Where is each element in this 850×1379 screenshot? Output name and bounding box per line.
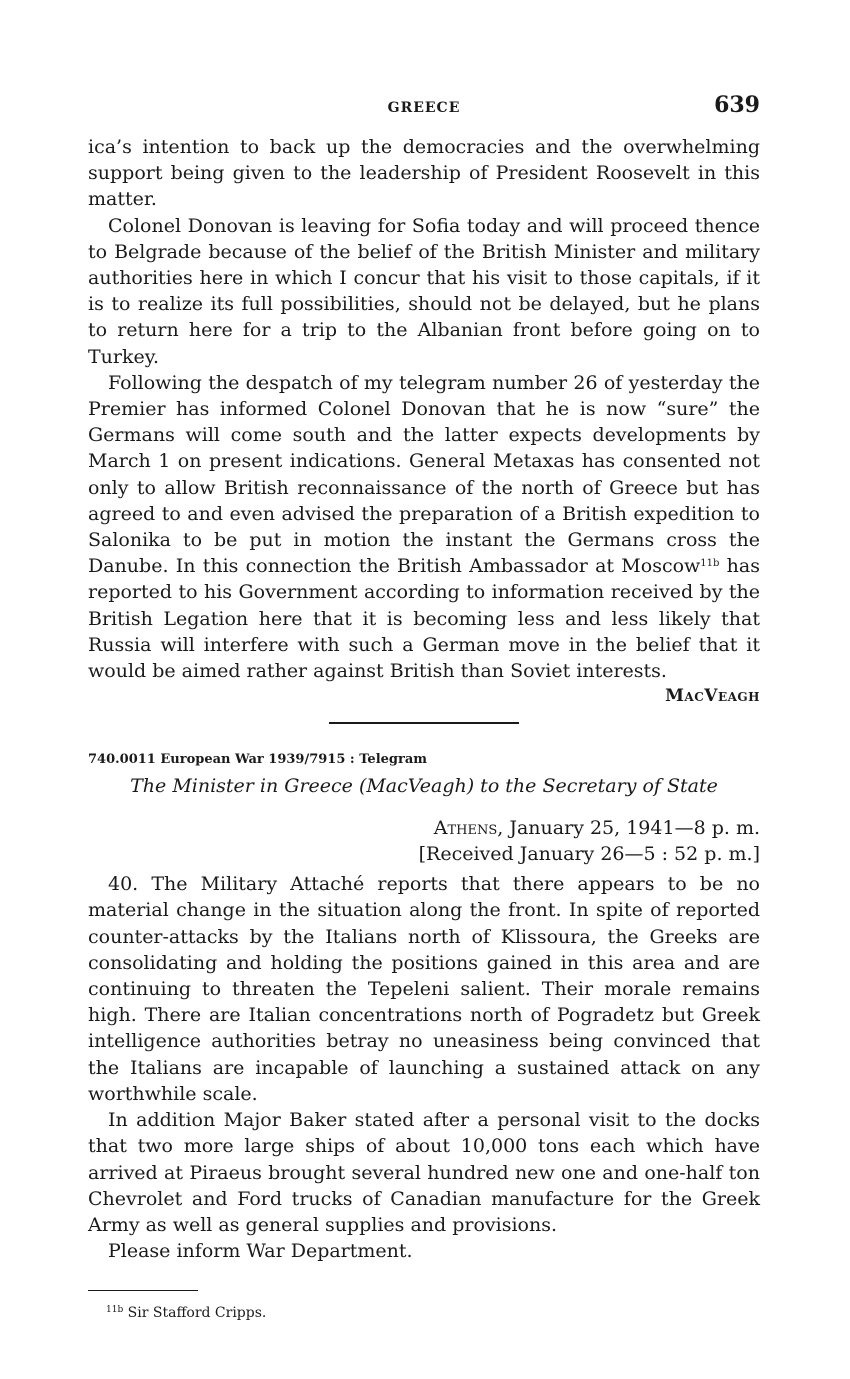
dateline-sent-time: , January 25, 1941—8 p. m. [497,817,760,840]
footnote-reference: 11b [700,558,720,570]
dateline-received: [Received January 26—5 : 52 p. m.] [418,843,760,866]
page-header [88,92,760,122]
document-title: The Minister in Greece (MacVeagh) to the Secretary of State [130,775,718,798]
paragraph: Please inform War Department. [108,1240,413,1263]
paragraph: ica’s intention to back up the democracies and the overwhelming support being given to the leadership of President Roosevelt in this matter. [88,136,760,211]
paragraph: In addition Major Baker stated after a personal visit to the docks that two more large ships of about 10,000 tons each which have arrived at Piraeus brought several hundred new one and one-half ton Chevrolet and Ford trucks of Canadian manufacture for the Greek Army as well as general supplies and provisions. [88,1109,760,1236]
footnote-text: Sir Stafford Cripps. [127,1305,267,1322]
paragraph-text: has reported to his Government according to information received by the British Legation here that it is becoming less and less likely that Russia will interfere with such a German move in the belief that it would be aimed rather against British than Soviet interests. [88,555,760,683]
paragraph: Colonel Donovan is leaving for Sofia today and will proceed thence to Belgrade because of the belief of the British Minister and military authorities here in which I concur that his visit to those capitals, if it is to realize its full possibilities, should not be delayed, but he plans to return here for a trip to the Albanian front before going on to Turkey. [88,214,760,368]
document-page [88,92,760,1321]
signature-text: MacVeagh [665,686,760,707]
file-reference: 740.0011 European War 1939/7915 : Telegram [88,752,428,768]
dateline-place: Athens [433,817,498,840]
paragraph-text: Following the despatch of my telegram number 26 of yesterday the Premier has informed Colonel Donovan that he is now “sure” the Germans will come south and the latter expects developments by March 1 on present indications. General Metaxas has consented not only to allow British reconnaissance of the north of Greece but has agreed to and even advised the preparation of a British expedition to Salonika to be put in motion the instant the Germans cross the Danube. In this connection the British Ambassador at Moscow [88,371,760,578]
paragraph [88,370,760,684]
section-divider [329,722,519,724]
running-head: GREECE [387,100,461,116]
telegram-body [88,871,760,1264]
dateline [88,815,760,867]
dateline-sent [88,815,760,841]
paragraph: 40. The Military Attaché reports that there appears to be no material change in the situation along the front. In spite of reported counter-attacks by the Italians north of Klissoura, the Greeks are consolidating and holding the positions gained in this area and are continuing to threaten the Tepeleni salient. Their morale remains high. There are Italian concentrations north of Pogradetz but Greek intelligence authorities betray no uneasiness being convinced that the Italians are incapable of launching a sustained attack on any worthwhile scale. [88,873,760,1105]
page-number: 639 [714,92,760,118]
signature [88,686,760,710]
footnote-divider [88,1290,198,1291]
footnote-mark: 11b [106,1305,124,1316]
telegram-continuation [88,134,760,684]
footnote [106,1305,760,1321]
